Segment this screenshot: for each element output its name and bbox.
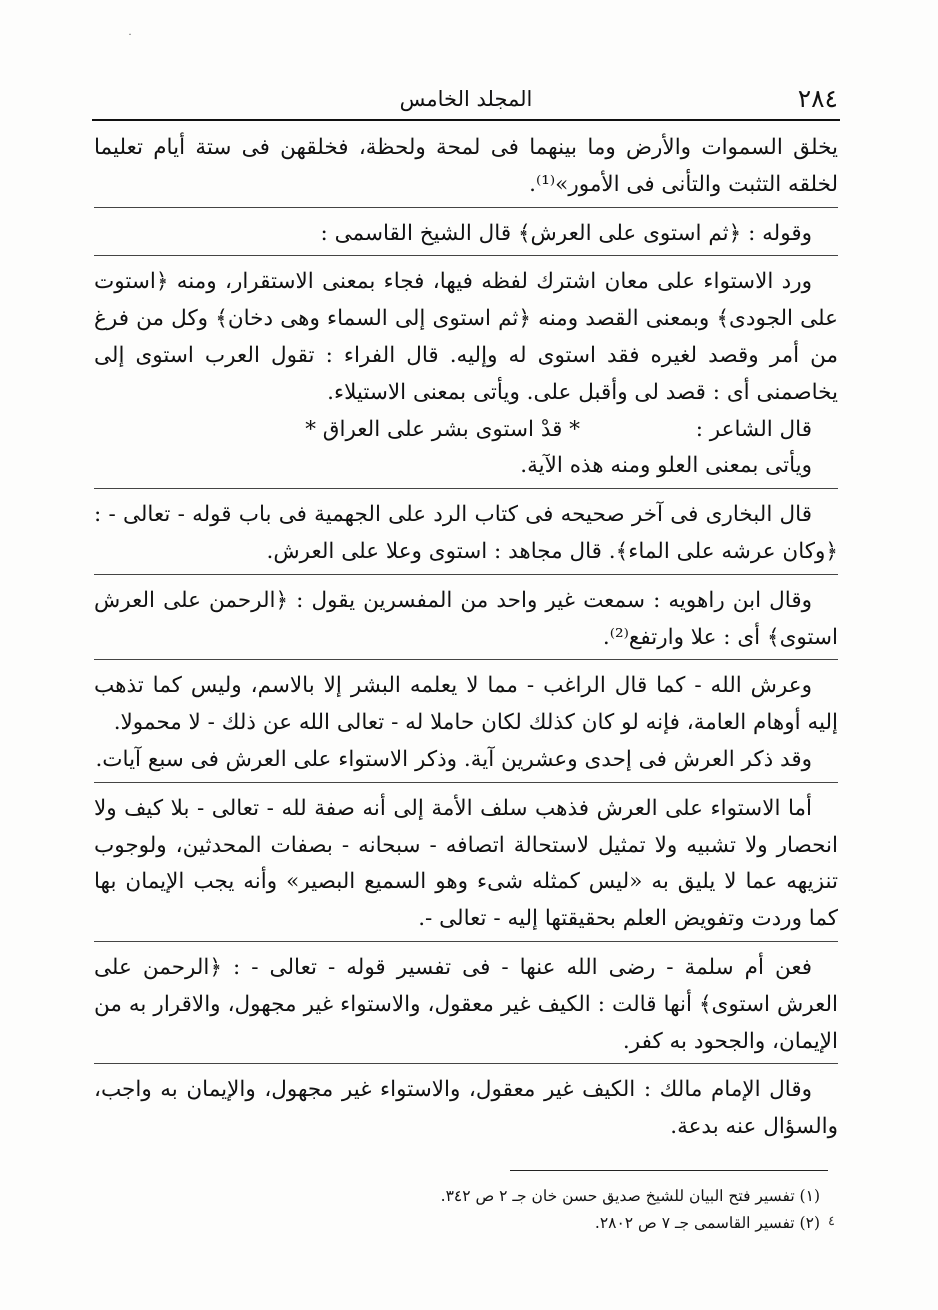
paragraph-10: فعن أم سلمة - رضى الله عنها - فى تفسير قوله - تعالى - : ﴿الرحمن على العرش استوى﴾ أنها قالت : الكيف غير معقول، والاستواء غير مجهول، والاقرار به من الإيمان، والجحود به كفر. — [94, 941, 838, 1060]
page-number: ٢٨٤ — [797, 84, 838, 113]
paragraph-8: وقد ذكر العرش فى إحدى وعشرين آية. وذكر الاستواء على العرش فى سبع آيات. — [95, 746, 812, 772]
paragraph-11: وقال الإمام مالك : الكيف غير معقول، والاستواء غير مجهول، والإيمان به واجب، والسؤال عنه بدعة. — [94, 1063, 838, 1146]
footnote-2: (٢) تفسير القاسمى جـ ٧ ص ٢٨٠٢. — [594, 1214, 820, 1232]
scan-speck: ˙ — [127, 32, 133, 46]
poem-verse: * قدْ استوى بشر على العراق * — [305, 416, 580, 442]
page-header — [94, 82, 838, 116]
main-text — [94, 130, 838, 1146]
paragraph-9: أما الاستواء على العرش فذهب سلف الأمة إلى أنه صفة لله - تعالى - بلا كيف ولا انحصار ولا تشبيه ولا تمثيل لاستحالة اتصافه - سبحانه - بصفات المحدثين، ولوجوب تنزيهه عما لا يليق به «ليس كمثله شىء وهو السميع البصير» وأنه يجب الإيمان بها كما وردت وتفويض العلم بحقيقتها إليه - تعالى -. — [94, 782, 838, 938]
running-title: المجلد الخامس — [399, 87, 533, 111]
paragraph-5: قال البخارى فى آخر صحيحه فى كتاب الرد على الجهمية فى باب قوله - تعالى - : ﴿وكان عرشه على الماء﴾. قال مجاهد : استوى وعلا على العرش. — [94, 488, 838, 571]
poem-label: قال الشاعر : — [695, 416, 812, 442]
footnotes — [320, 1183, 820, 1237]
margin-mark: ٤ — [828, 1214, 835, 1229]
poem-line — [94, 412, 838, 449]
paragraph-6: وقال ابن راهويه : سمعت غير واحد من المفسرين يقول : ﴿الرحمن على العرش استوى﴾ أى : علا وارتفع⁽²⁾. — [94, 574, 838, 657]
paragraph-4: ويأتى بمعنى العلو ومنه هذه الآية. — [520, 453, 812, 479]
footnote-1: (١) تفسير فتح البيان للشيخ صديق حسن خان جـ ٢ ص ٣٤٢. — [440, 1187, 820, 1205]
header-rule — [92, 119, 840, 121]
paragraph-1: يخلق السموات والأرض وما بينهما فى لمحة ولحظة، فخلقهن فى ستة أيام تعليما لخلقه التثبت والتأنى فى الأمور»⁽¹⁾. — [94, 135, 838, 197]
paragraph-2: وقوله : ﴿ثم استوى على العرش﴾ قال الشيخ القاسمى : — [94, 207, 838, 253]
paragraph-3: ورد الاستواء على معان اشترك لفظه فيها، فجاء بمعنى الاستقرار، ومنه ﴿استوت على الجودى﴾ وبمعنى القصد ومنه ﴿ثم استوى إلى السماء وهى دخان﴾ وكل من فرغ من أمر وقصد لغيره فقد استوى له وإليه. قال الفراء : تقول العرب استوى إلى يخاصمنى أى : قصد لى وأقبل على. ويأتى بمعنى الاستيلاء. — [94, 255, 838, 411]
paragraph-7: وعرش الله - كما قال الراغب - مما لا يعلمه البشر إلا بالاسم، وليس كما تذهب إليه أوهام العامة، فإنه لو كان كذلك لكان حاملا له - تعالى الله عن ذلك - لا محمولا. — [94, 659, 838, 742]
footnote-rule — [510, 1170, 828, 1171]
